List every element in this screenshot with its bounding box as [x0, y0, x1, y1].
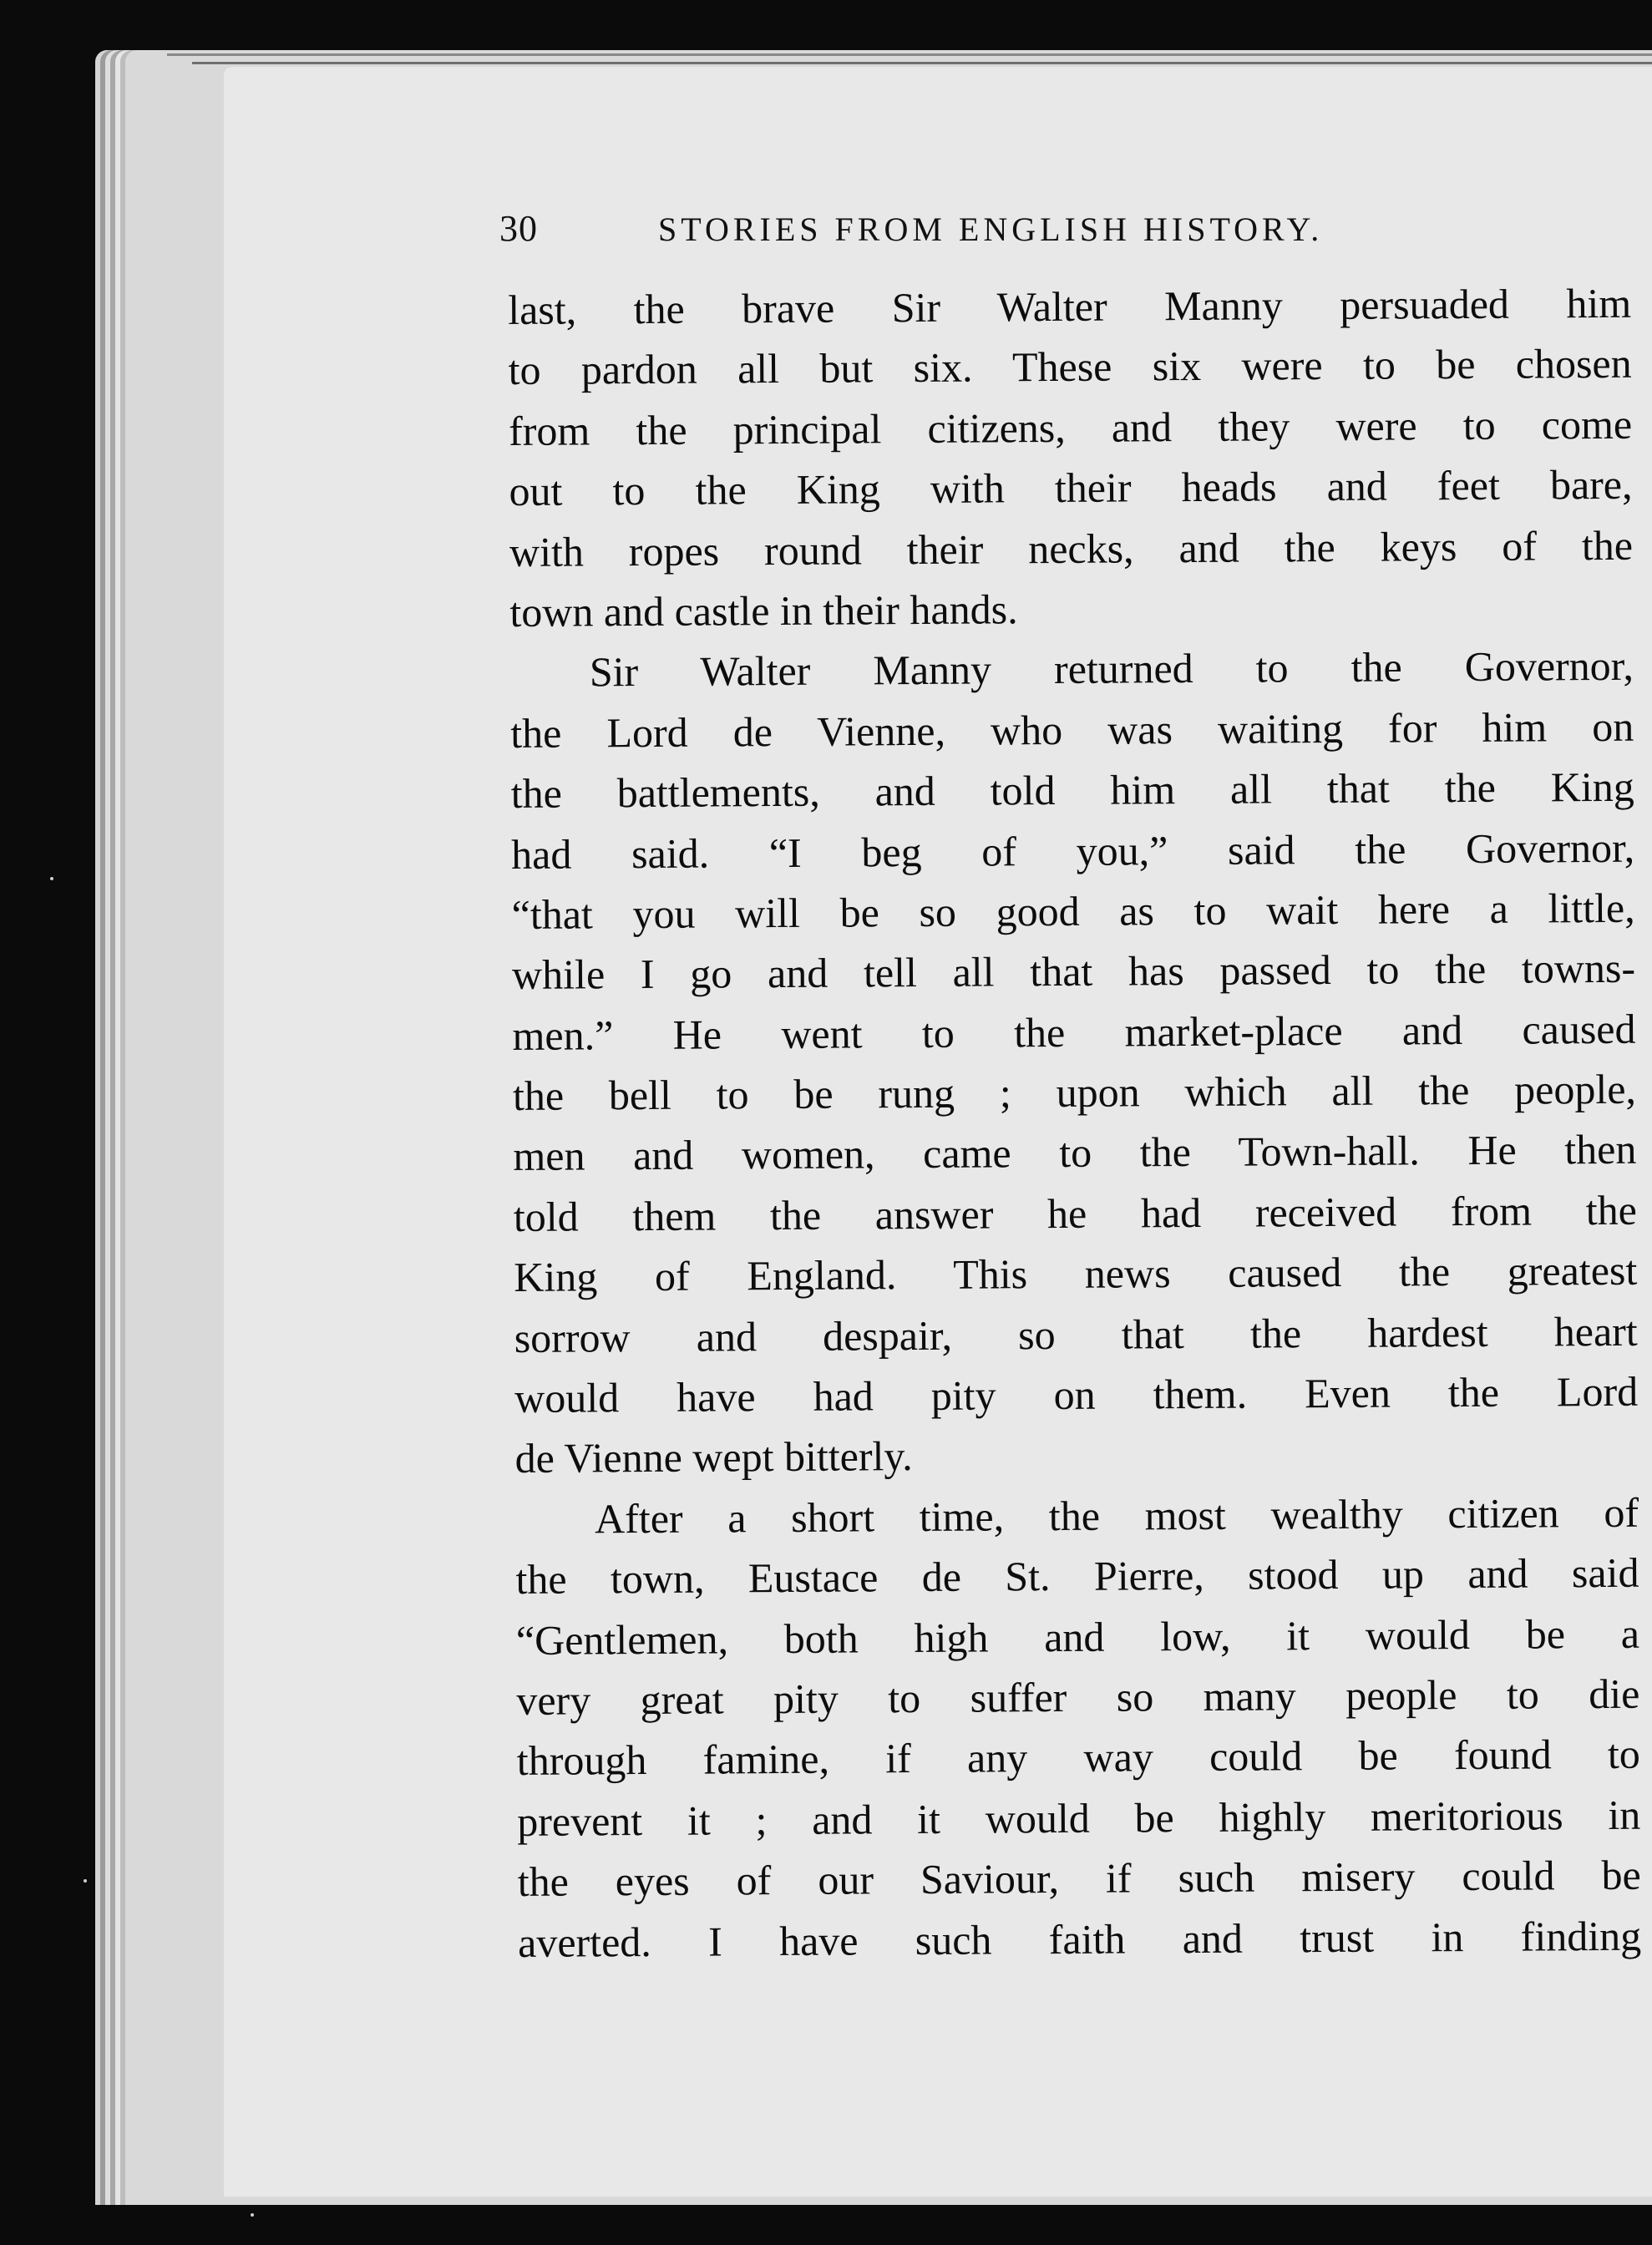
text-line: averted. I have such faith and trust in finding	[517, 1912, 1642, 1966]
text-line: town and castle in their hands.	[509, 585, 1018, 636]
body-text	[508, 273, 1641, 1973]
text-line: After a short time, the most wealthy citizen of	[594, 1488, 1639, 1543]
text-line: told them the answer he had received from the	[513, 1186, 1637, 1240]
running-header	[499, 207, 1452, 250]
scan-speck	[50, 877, 53, 880]
text-line: out to the King with their heads and feet bare,	[509, 460, 1633, 515]
text-line: the bell to be rung ; upon which all the people,	[512, 1065, 1637, 1120]
text-line: to pardon all but six. These six were to be chosen	[508, 340, 1632, 394]
text-line: prevent it ; and it would be highly meritorious in	[517, 1791, 1641, 1845]
text-line: would have had pity on them. Even the Lord	[514, 1367, 1639, 1422]
text-line: had said. “I beg of you,” said the Governor,	[511, 824, 1635, 878]
text-line: de Vienne wept bitterly.	[514, 1432, 913, 1482]
text-line: very great pity to suffer so many people to die	[516, 1670, 1640, 1724]
scan-speck	[251, 2213, 254, 2217]
text-line: “that you will be so good as to wait here a little,	[511, 884, 1635, 938]
text-line: men and women, came to the Town-hall. He then	[513, 1126, 1637, 1180]
page-edge-line	[192, 62, 1652, 64]
text-line: Sir Walter Manny returned to the Governor,	[589, 642, 1634, 696]
text-line: the eyes of our Saviour, if such misery could be	[517, 1851, 1641, 1906]
text-line: last, the brave Sir Walter Manny persuaded him	[508, 279, 1632, 333]
running-title: STORIES FROM ENGLISH HISTORY.	[658, 210, 1324, 248]
text-line: the battlements, and told him all that the King	[510, 763, 1634, 818]
text-line: men.” He went to the market-place and caused	[512, 1005, 1636, 1059]
text-line: the town, Eustace de St. Pierre, stood up and said	[515, 1548, 1639, 1604]
page-number: 30	[499, 208, 538, 249]
text-line: with ropes round their necks, and the keys of the	[509, 521, 1634, 575]
text-line: while I go and tell all that has passed to the towns-	[511, 945, 1636, 999]
page-edge-line	[167, 53, 1652, 56]
text-line: sorrow and despair, so that the hardest heart	[514, 1307, 1638, 1361]
text-line: the Lord de Vienne, who was waiting for him on	[510, 702, 1634, 757]
text-line: through famine, if any way could be found to	[516, 1731, 1640, 1785]
scan-speck	[84, 1879, 87, 1883]
text-line: King of England. This news caused the greatest	[514, 1247, 1638, 1301]
text-line: “Gentlemen, both high and low, it would be a	[515, 1609, 1640, 1664]
text-line: from the principal citizens, and they were to come	[508, 400, 1633, 454]
